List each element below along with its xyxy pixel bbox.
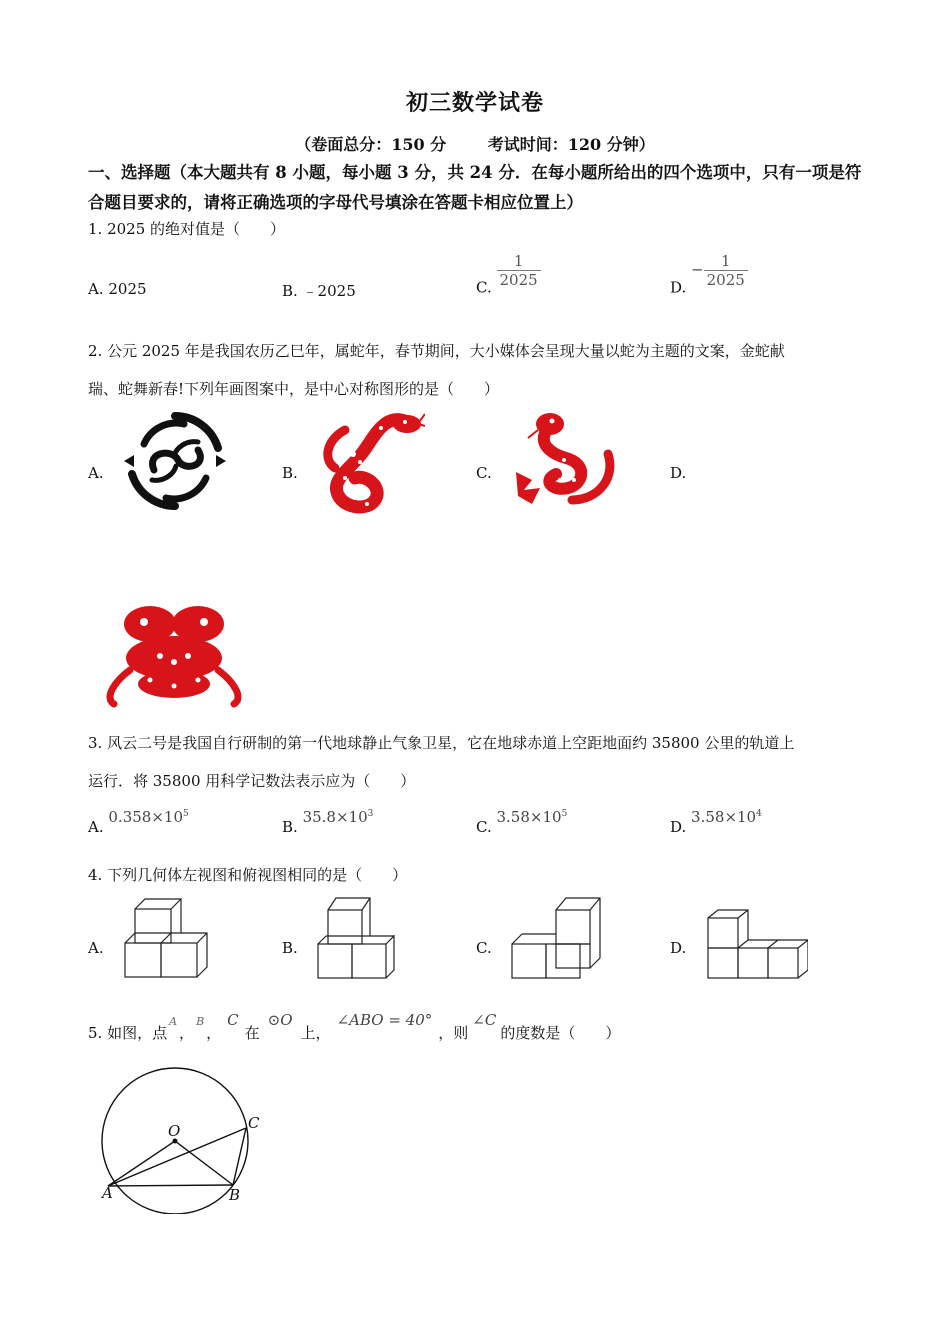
- q4-stem: 4. 下列几何体左视图和俯视图相同的是（ ）: [88, 866, 408, 884]
- q3-option-b: [282, 808, 374, 836]
- page-title: 初三数学试卷: [405, 90, 544, 116]
- circle-o: ⊙O: [267, 1011, 293, 1029]
- q5-text: 5. 如图，点: [88, 1024, 168, 1042]
- solid-figure-a: [120, 898, 212, 982]
- label-b: B: [229, 1186, 241, 1204]
- q5-stem: [88, 1010, 621, 1042]
- q5-text: 在: [244, 1024, 260, 1042]
- q1-option-b: B. ﹣2025: [282, 282, 356, 300]
- exponent: 5: [561, 809, 568, 819]
- q3-option-c: [476, 808, 568, 836]
- denominator: 2025: [497, 270, 541, 289]
- angle-abo: ∠ABO = 40°: [336, 1011, 433, 1029]
- sci-notation: [497, 808, 568, 826]
- sci-notation: [691, 808, 762, 826]
- base: 0.358×10: [108, 808, 183, 826]
- q4-option-a: A.: [88, 939, 104, 957]
- q2-option-d: D.: [670, 464, 687, 482]
- q4-option-b: B.: [282, 939, 298, 957]
- exponent: 4: [756, 809, 762, 819]
- q3-option-a: [88, 808, 189, 836]
- option-label: A.: [88, 818, 104, 836]
- label-o: O: [168, 1122, 181, 1140]
- snake-image-c: [512, 408, 622, 512]
- exam-time: 考试时间：120 分钟）: [487, 135, 655, 154]
- exam-info: [0, 132, 950, 155]
- base: 35.8×10: [302, 808, 368, 826]
- q5-text: ，则: [438, 1024, 469, 1042]
- option-label: C.: [476, 818, 492, 836]
- point-b: B: [196, 1015, 205, 1028]
- segment-oa: [108, 1141, 175, 1186]
- q2-option-a: A.: [88, 464, 104, 482]
- comma: ，: [206, 1024, 222, 1042]
- solid-figure-d: [704, 908, 808, 982]
- fraction: [497, 252, 541, 289]
- q5-text: 上，: [300, 1024, 331, 1042]
- option-label: C.: [476, 278, 492, 297]
- point-a: A: [169, 1015, 178, 1028]
- q4-option-c: C.: [476, 939, 492, 957]
- angle-c: ∠C: [472, 1011, 497, 1029]
- numerator: 1: [513, 252, 524, 270]
- base: 3.58×10: [691, 808, 757, 826]
- q5-text: 的度数是（ ）: [500, 1024, 621, 1042]
- segment-ab: [108, 1185, 233, 1186]
- label-c: C: [248, 1114, 260, 1132]
- total-score: （卷面总分：150 分: [295, 135, 447, 154]
- q1-option-a: A. 2025: [88, 280, 147, 298]
- snake-image-b: [315, 408, 425, 520]
- base: 3.58×10: [496, 808, 562, 826]
- point-c: C: [227, 1011, 239, 1029]
- snake-image-d: [100, 600, 248, 710]
- snake-image-a: [124, 408, 226, 514]
- numerator: 1: [720, 252, 731, 270]
- q4-option-d: D.: [670, 939, 687, 957]
- q3-stem-line2: 运行．将 35800 用科学记数法表示应为（ ）: [88, 772, 416, 790]
- q3-stem-line1: 3. 风云二号是我国自行研制的第一代地球静止气象卫星，它在地球赤道上空距地面约 35800 公里的轨道上: [88, 734, 795, 752]
- q2-stem-line1: 2. 公元 2025 年是我国农历乙巳年，属蛇年，春节期间，大小媒体会呈现大量以蛇为主题的文案，金蛇献: [88, 342, 785, 360]
- fraction: [704, 252, 748, 289]
- sci-notation: [303, 808, 374, 826]
- sci-notation: [108, 808, 188, 826]
- segment-ob: [175, 1141, 233, 1185]
- minus-sign: −: [691, 260, 704, 279]
- denominator: 2025: [704, 270, 748, 289]
- comma: ，: [179, 1024, 195, 1042]
- circle-diagram: [96, 1064, 266, 1214]
- solid-figure-c: [508, 894, 604, 982]
- q2-option-b: B.: [282, 464, 298, 482]
- option-label: D.: [670, 278, 687, 297]
- option-label: B.: [282, 818, 298, 836]
- section-header: 一、选择题（本大题共有 8 小题，每小题 3 分，共 24 分．在每小题所给出的四个选项中，只有一项是符合题目要求的，请将正确选项的字母代号填涂在答题卡相应位置上）: [88, 163, 862, 212]
- exponent: 5: [183, 809, 189, 819]
- exponent: 3: [367, 809, 374, 819]
- q1-option-c: [476, 252, 541, 297]
- q2-stem-line2: 瑞、蛇舞新春!下列年画图案中，是中心对称图形的是（ ）: [88, 380, 500, 398]
- label-a: A: [102, 1184, 113, 1202]
- q1-stem: 1. 2025 的绝对值是（ ）: [88, 220, 286, 238]
- q3-option-d: [670, 808, 762, 836]
- q2-option-c: C.: [476, 464, 492, 482]
- q1-option-d: [670, 252, 748, 297]
- solid-figure-b: [314, 894, 396, 982]
- option-label: D.: [670, 818, 687, 836]
